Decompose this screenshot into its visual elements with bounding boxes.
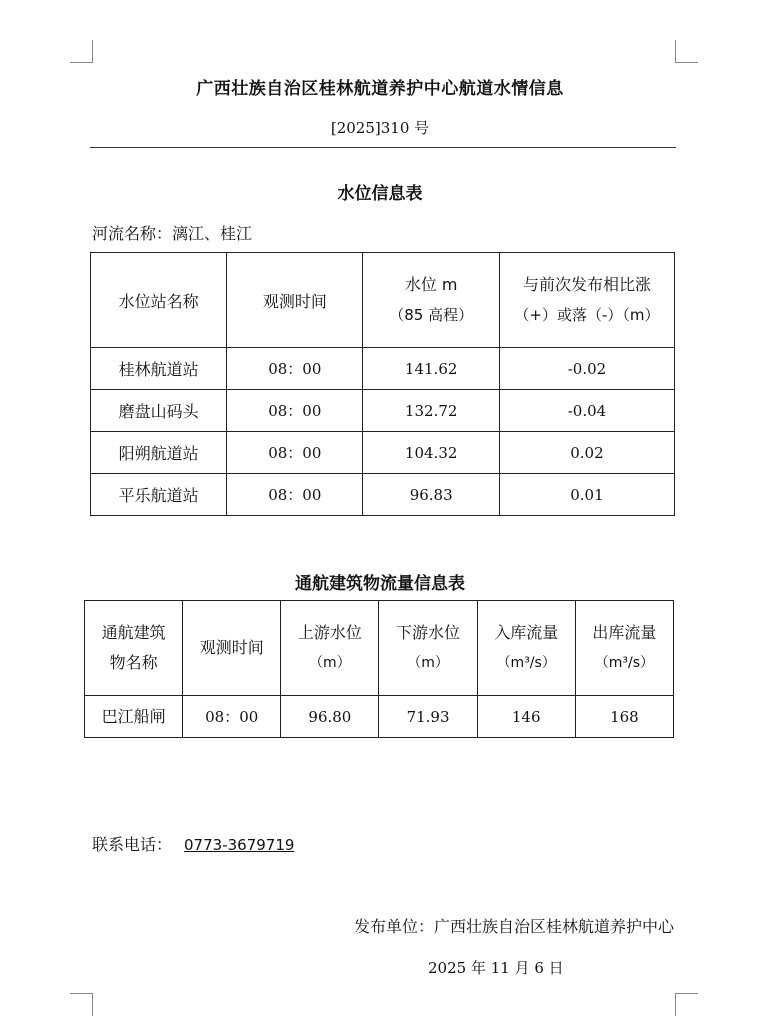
table-row <box>91 432 675 474</box>
column-header-line: 物名称 <box>109 653 158 672</box>
upstream-level-cell: 96.80 <box>281 696 379 738</box>
time-cell: 08：00 <box>183 696 281 738</box>
column-header-line: 下游水位 <box>396 623 461 642</box>
column-header-line: 与前次发布相比涨 <box>522 275 651 294</box>
level-cell: 104.32 <box>363 432 499 474</box>
table-header-row <box>85 601 674 696</box>
page-corner-mark <box>70 40 93 63</box>
header-divider <box>90 147 676 148</box>
table-row <box>91 474 675 516</box>
column-header-unit: （m） <box>309 655 351 671</box>
column-header-line: 入库流量 <box>494 623 559 642</box>
column-header: 观测时间 <box>183 601 281 696</box>
time-cell: 08：00 <box>227 432 363 474</box>
column-header <box>477 601 575 696</box>
column-header <box>363 253 499 348</box>
station-name-cell: 平乐航道站 <box>91 474 227 516</box>
page-corner-mark <box>70 993 93 1016</box>
column-header: 观测时间 <box>227 253 363 348</box>
table-row <box>91 348 675 390</box>
publisher: 发布单位：广西壮族自治区桂林航道养护中心 <box>353 917 674 936</box>
time-cell: 08：00 <box>227 348 363 390</box>
time-cell: 08：00 <box>227 474 363 516</box>
column-header-line: 通航建筑 <box>101 623 166 642</box>
column-header: 水位站名称 <box>91 253 227 348</box>
level-cell: 96.83 <box>363 474 499 516</box>
column-header <box>379 601 477 696</box>
change-cell: -0.02 <box>499 348 674 390</box>
structure-name-cell: 巴江船闸 <box>85 696 183 738</box>
column-header-unit: （m³/s） <box>496 655 556 671</box>
column-header <box>281 601 379 696</box>
phone-number: 0773-3679719 <box>184 836 295 854</box>
document-number: [2025]310 号 <box>330 119 430 137</box>
document-title: 广西壮族自治区桂林航道养护中心航道水情信息 <box>196 79 564 99</box>
water-level-table-title: 水位信息表 <box>337 184 423 204</box>
column-header-line: 上游水位 <box>297 623 362 642</box>
column-header <box>499 253 674 348</box>
time-cell: 08：00 <box>227 390 363 432</box>
table-row <box>91 390 675 432</box>
column-header-line: 出库流量 <box>592 623 657 642</box>
page-corner-mark <box>675 40 698 63</box>
column-header-line: 水位 m <box>404 275 458 294</box>
flow-table-title: 通航建筑物流量信息表 <box>295 574 465 594</box>
column-header-unit: （m³/s） <box>594 655 655 671</box>
column-header <box>575 601 673 696</box>
column-header-line: （+）或落（-）（m） <box>514 306 660 324</box>
table-row <box>85 696 674 738</box>
publish-date: 2025 年 11 月 6 日 <box>428 959 564 977</box>
column-header-unit: （m） <box>407 655 449 671</box>
water-level-table <box>90 252 675 516</box>
station-name-cell: 磨盘山码头 <box>91 390 227 432</box>
station-name-cell: 桂林航道站 <box>91 348 227 390</box>
level-cell: 132.72 <box>363 390 499 432</box>
change-cell: 0.01 <box>499 474 674 516</box>
station-name-cell: 阳朔航道站 <box>91 432 227 474</box>
flow-table <box>84 600 674 738</box>
inflow-cell: 146 <box>477 696 575 738</box>
river-name: 河流名称：漓江、桂江 <box>92 224 253 243</box>
page-corner-mark <box>675 993 698 1016</box>
table-header-row <box>91 253 675 348</box>
phone-label: 联系电话： <box>92 835 173 854</box>
change-cell: -0.04 <box>499 390 674 432</box>
column-header-line: （85 高程） <box>389 306 474 324</box>
column-header <box>85 601 183 696</box>
level-cell: 141.62 <box>363 348 499 390</box>
contact-phone <box>92 832 300 855</box>
change-cell: 0.02 <box>499 432 674 474</box>
downstream-level-cell: 71.93 <box>379 696 477 738</box>
outflow-cell: 168 <box>575 696 673 738</box>
